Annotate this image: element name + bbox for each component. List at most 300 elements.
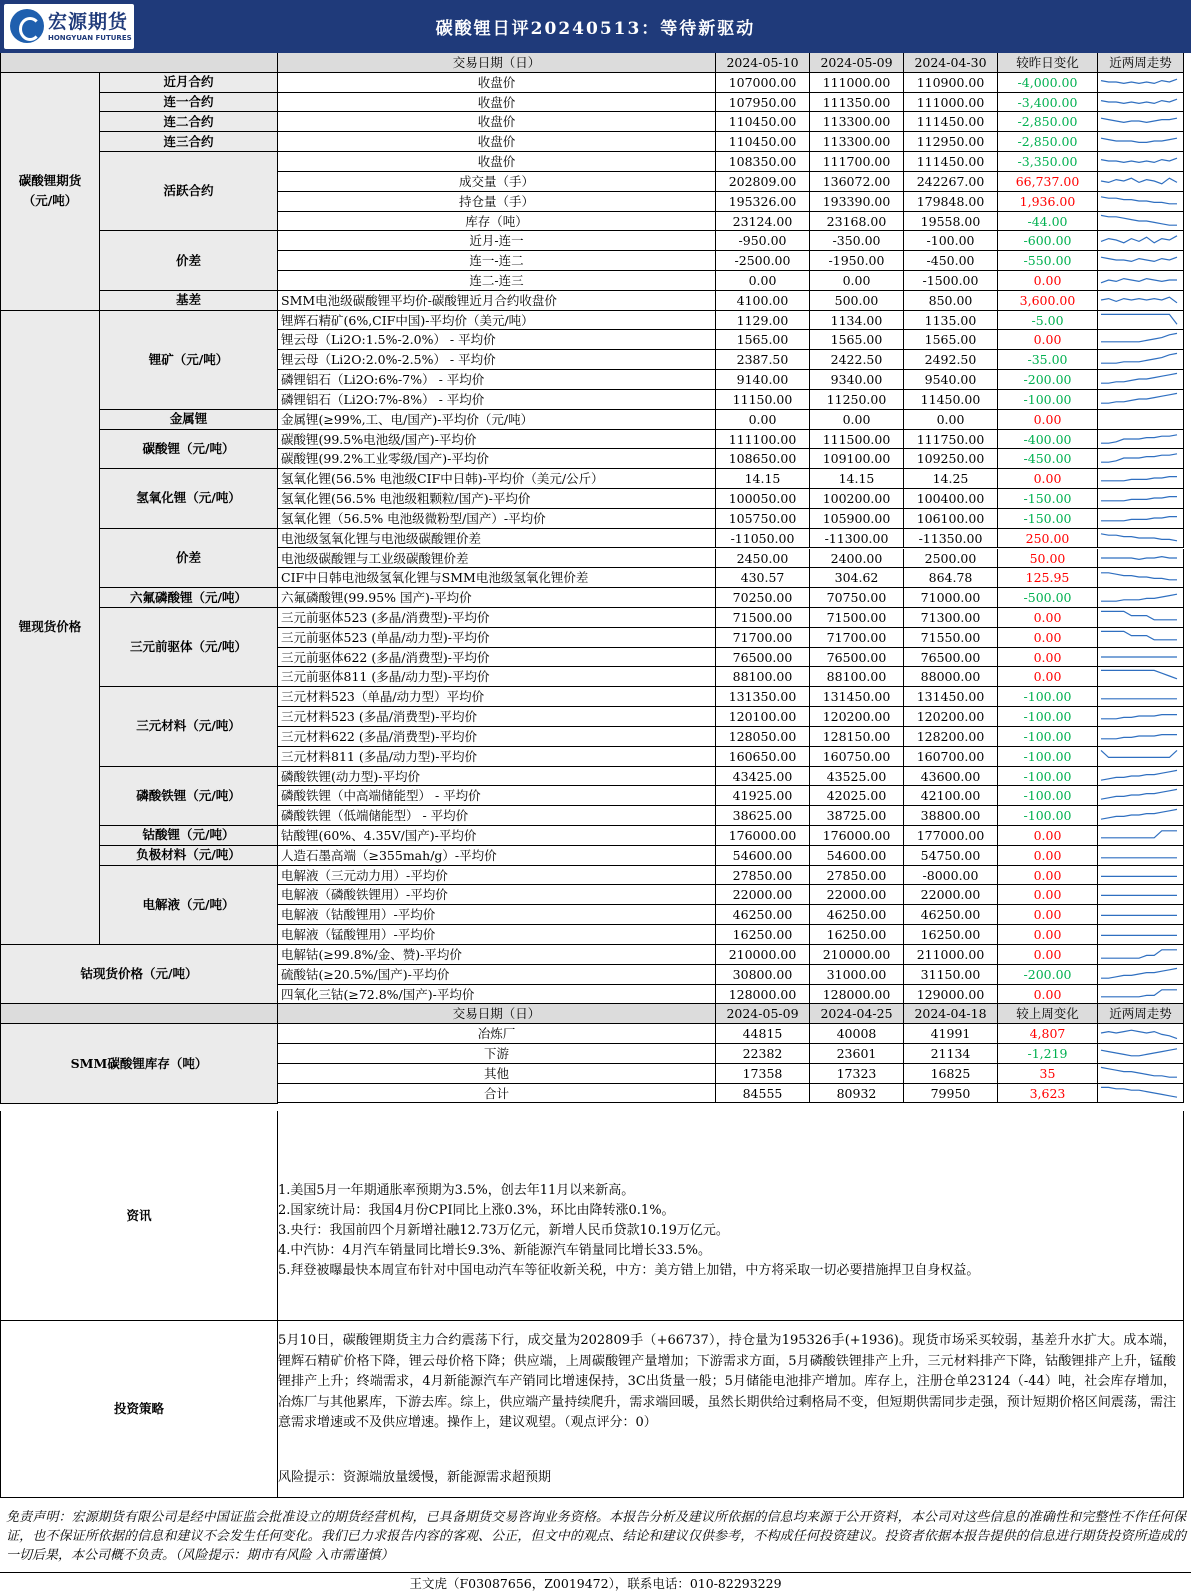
subgroup-label: 近月合约: [100, 73, 278, 93]
table-row-value-1: 4100.00: [716, 291, 810, 311]
subgroup-label: 价差: [100, 529, 278, 588]
table-row-value-2: 105900.00: [810, 509, 904, 529]
table-row-item: 三元前驱体523 (多晶/消费型)-平均价: [278, 608, 716, 628]
table-row-value-1: 38625.00: [716, 806, 810, 826]
table-row-change: -100.00: [998, 747, 1098, 767]
table-row-value-2: 128150.00: [810, 727, 904, 747]
table-row-item: 锂云母（Li2O:1.5%-2.0%） - 平均价: [278, 330, 716, 350]
trend-line: [1101, 989, 1177, 996]
table-row-value-1: 195326.00: [716, 192, 810, 212]
group-label: 锂现货价格: [0, 311, 100, 945]
table-row-trend: [1098, 271, 1184, 291]
table-row-value-3: 42100.00: [904, 786, 998, 806]
table-row-trend: [1098, 648, 1184, 668]
subgroup-label: 连二合约: [100, 112, 278, 132]
table-row-trend: [1098, 628, 1184, 648]
trend-line: [1101, 178, 1177, 184]
trend-sparkline: [1099, 807, 1179, 823]
table-row-value-2: 71500.00: [810, 608, 904, 628]
table-row-trend: [1098, 509, 1184, 529]
table-row-value-3: -100.00: [904, 231, 998, 251]
table-row-value-2: -1950.00: [810, 251, 904, 271]
table-row-item: 电解液（三元动力用）-平均价: [278, 866, 716, 886]
table-row-value-1: 88100.00: [716, 667, 810, 687]
table-row-value-2: 54600.00: [810, 846, 904, 866]
inventory-label: SMM碳酸锂库存（吨）: [0, 1024, 278, 1104]
trend-sparkline: [1099, 193, 1179, 209]
table-row-value-3: 16250.00: [904, 925, 998, 945]
table-row-value-1: 84555: [716, 1084, 810, 1104]
table-row-trend: [1098, 1024, 1184, 1044]
news-item: 4.中汽协：4月汽车销量同比增长9.3%、新能源汽车销量同比增长33.5%。: [278, 1243, 711, 1258]
trend-sparkline: [1099, 649, 1179, 665]
table-row-change: -3,350.00: [998, 152, 1098, 172]
table-row-value-3: 111750.00: [904, 430, 998, 450]
table-row-value-1: 14.15: [716, 469, 810, 489]
table-row-item: 磷酸铁锂（中高端储能型） - 平均价: [278, 786, 716, 806]
header-date-label: 交易日期（日）: [278, 1004, 716, 1024]
trend-sparkline: [1099, 867, 1179, 883]
table-row-trend: [1098, 350, 1184, 370]
table-row-change: 0.00: [998, 885, 1098, 905]
table-row-item: 连二-连三: [278, 271, 716, 291]
trend-sparkline: [1099, 1085, 1179, 1101]
table-row-change: 1,936.00: [998, 192, 1098, 212]
table-row-item: 电解液（钴酸锂用）-平均价: [278, 905, 716, 925]
trend-line: [1101, 810, 1177, 820]
trend-sparkline: [1099, 74, 1179, 90]
table-row-trend: [1098, 687, 1184, 707]
trend-line: [1101, 257, 1177, 261]
report-title: 碳酸锂日评20240513：等待新驱动: [435, 19, 756, 39]
table-row-change: -100.00: [998, 727, 1098, 747]
table-row-trend: [1098, 905, 1184, 925]
trend-sparkline: [1099, 708, 1179, 724]
table-row-trend: [1098, 568, 1184, 588]
table-row-trend: [1098, 727, 1184, 747]
table-row-value-2: 128000.00: [810, 985, 904, 1005]
report-header: [0, 0, 1191, 53]
table-row-item: 电解钴(≥99.8%/金、赞)-平均价: [278, 945, 716, 965]
subgroup-label: 锂矿（元/吨）: [100, 311, 278, 410]
trend-sparkline: [1099, 569, 1179, 585]
table-row-value-2: 176000.00: [810, 826, 904, 846]
table-row-trend: [1098, 390, 1184, 410]
trend-sparkline: [1099, 550, 1179, 566]
table-row-change: -100.00: [998, 707, 1098, 727]
table-row-value-2: 80932: [810, 1084, 904, 1104]
trend-sparkline: [1099, 312, 1179, 328]
table-row-value-2: 16250.00: [810, 925, 904, 945]
table-row-value-2: 2422.50: [810, 350, 904, 370]
table-row-value-3: 88000.00: [904, 667, 998, 687]
table-row-trend: [1098, 885, 1184, 905]
trend-sparkline: [1099, 668, 1179, 684]
table-row-change: -200.00: [998, 965, 1098, 985]
table-row-change: 0.00: [998, 826, 1098, 846]
news-item: 3.央行：我国前四个月新增社融12.73万亿元，新增人民币贷款10.19万亿元。: [278, 1223, 729, 1238]
header-date-label: 交易日期（日）: [278, 53, 716, 73]
table-row-value-2: 40008: [810, 1024, 904, 1044]
table-row-value-1: -2500.00: [716, 251, 810, 271]
table-row-value-3: 111000.00: [904, 93, 998, 113]
table-row-value-3: 111450.00: [904, 112, 998, 132]
table-row-item: 碳酸锂(99.5%电池级/国产)-平均价: [278, 430, 716, 450]
subgroup-label: 基差: [100, 291, 278, 311]
table-row-item: 其他: [278, 1064, 716, 1084]
risk-note: 风险提示：资源端放量缓慢，新能源需求超预期: [278, 1470, 552, 1485]
table-row-value-2: 27850.00: [810, 866, 904, 886]
table-row-value-2: 160750.00: [810, 747, 904, 767]
table-row-item: 锂辉石精矿(6%,CIF中国)-平均价（美元/吨）: [278, 311, 716, 331]
table-row-change: 0.00: [998, 330, 1098, 350]
table-row-change: -5.00: [998, 311, 1098, 331]
table-row-item: 电解液（锰酸锂用）-平均价: [278, 925, 716, 945]
table-row-value-1: 71500.00: [716, 608, 810, 628]
trend-sparkline: [1099, 847, 1179, 863]
table-row-trend: [1098, 449, 1184, 469]
table-row-change: -44.00: [998, 212, 1098, 232]
table-row-value-1: 17358: [716, 1064, 810, 1084]
table-row-item: CIF中日韩电池级氢氧化锂与SMM电池级氢氧化锂价差: [278, 568, 716, 588]
trend-line: [1101, 516, 1177, 520]
table-row-value-2: 14.15: [810, 469, 904, 489]
table-row-item: 四氧化三钴(≥72.8%/国产)-平均价: [278, 985, 716, 1005]
table-row-value-3: 850.00: [904, 291, 998, 311]
table-row-value-1: 22000.00: [716, 885, 810, 905]
table-row-change: 0.00: [998, 410, 1098, 430]
table-row-value-2: 23601: [810, 1044, 904, 1064]
table-row-change: -2,850.00: [998, 112, 1098, 132]
trend-line: [1101, 215, 1177, 225]
table-row-value-3: 21134: [904, 1044, 998, 1064]
table-row-value-1: 202809.00: [716, 172, 810, 192]
table-row-value-3: 54750.00: [904, 846, 998, 866]
trend-line: [1101, 734, 1177, 738]
table-row-value-1: 1565.00: [716, 330, 810, 350]
trend-sparkline: [1099, 728, 1179, 744]
table-row-value-1: 70250.00: [716, 588, 810, 608]
table-row-item: 库存（吨）: [278, 212, 716, 232]
analyst-contact: 王文虎（F03087656，Z0019472），联系电话：010-82293229: [409, 1576, 782, 1591]
table-row-change: -100.00: [998, 390, 1098, 410]
trend-line: [1101, 354, 1177, 364]
news-item: 2.国家统计局：我国4月份CPI同比上涨0.3%，环比由降转涨0.1%。: [278, 1203, 675, 1218]
table-row-item: 电池级碳酸锂与工业级碳酸锂价差: [278, 549, 716, 569]
table-row-change: -1,219: [998, 1044, 1098, 1064]
table-row-item: 硫酸钴(≥20.5%/国产)-平均价: [278, 965, 716, 985]
table-row-value-3: 120200.00: [904, 707, 998, 727]
table-row-change: 0.00: [998, 271, 1098, 291]
table-row-item: 三元前驱体622 (多晶/消费型)-平均价: [278, 648, 716, 668]
table-row-value-1: 76500.00: [716, 648, 810, 668]
table-row-value-2: -11300.00: [810, 529, 904, 549]
table-row-value-3: 31150.00: [904, 965, 998, 985]
table-row-value-1: 2387.50: [716, 350, 810, 370]
table-row-trend: [1098, 469, 1184, 489]
trend-line: [1101, 374, 1177, 384]
table-row-value-2: 100200.00: [810, 489, 904, 509]
table-row-value-1: 23124.00: [716, 212, 810, 232]
table-row-value-2: 0.00: [810, 410, 904, 430]
trend-line: [1101, 631, 1177, 639]
trend-line: [1101, 715, 1177, 719]
trend-sparkline: [1099, 986, 1179, 1002]
table-row-value-1: 16250.00: [716, 925, 810, 945]
table-row-value-1: 105750.00: [716, 509, 810, 529]
header-date-3: 2024-04-30: [904, 53, 998, 73]
header-date-2: 2024-04-25: [810, 1004, 904, 1024]
table-row-value-3: 1565.00: [904, 330, 998, 350]
table-row-value-2: 0.00: [810, 271, 904, 291]
table-row-value-1: 0.00: [716, 271, 810, 291]
table-row-value-3: 71300.00: [904, 608, 998, 628]
strategy-text: 5月10日，碳酸锂期货主力合约震荡下行，成交量为202809手（+66737），持仓量为195326手(+1936)。现货市场采买较弱，基差升水扩大。成本端，锂辉石精矿价格下降，锂云母价格下降；供应端，上周碳酸锂产量增加；下游需求方面，5月磷酸铁锂排产上升，三元材料排产下降，钴酸锂排产上升，锰酸锂排产上升；终端需求，4月新能源汽车产销同比增速保持，3C出货量一般；5月储能电池排产增加。库存上，注册仓单23124（-44）吨，社会库存增加，冶炼厂与其他累库，下游去库。综上，供应端产量持续爬升，需求端回暖，虽然长期供给过剩格局不变，但短期供需同步走强，预计短期价格区间震荡，需注意需求增速或不及供应增速。操作上，建议观望。（观点评分：0）: [278, 1333, 1176, 1430]
subgroup-label: 六氟磷酸锂（元/吨）: [100, 588, 278, 608]
table-row-value-3: 128200.00: [904, 727, 998, 747]
trend-sparkline: [1099, 589, 1179, 605]
trend-sparkline: [1099, 173, 1179, 189]
trend-line: [1101, 1087, 1177, 1097]
table-row-value-2: 111000.00: [810, 73, 904, 93]
table-row-value-2: 46250.00: [810, 905, 904, 925]
table-row-trend: [1098, 152, 1184, 172]
table-row-value-2: 136072.00: [810, 172, 904, 192]
table-row-change: 3,623: [998, 1084, 1098, 1104]
table-row-trend: [1098, 608, 1184, 628]
table-row-change: -100.00: [998, 767, 1098, 787]
trend-sparkline: [1099, 1045, 1179, 1061]
trend-sparkline: [1099, 213, 1179, 229]
table-row-change: 0.00: [998, 905, 1098, 925]
table-row-item: 磷锂铝石（Li2O:7%-8%） - 平均价: [278, 390, 716, 410]
table-row-item: 近月-连一: [278, 231, 716, 251]
table-row-value-2: 17323: [810, 1064, 904, 1084]
trend-sparkline: [1099, 886, 1179, 902]
table-row-value-2: 500.00: [810, 291, 904, 311]
table-row-trend: [1098, 846, 1184, 866]
table-row-change: 66,737.00: [998, 172, 1098, 192]
table-row-change: 0.00: [998, 648, 1098, 668]
trend-sparkline: [1099, 1065, 1179, 1081]
table-row-value-1: 22382: [716, 1044, 810, 1064]
table-row-change: 0.00: [998, 608, 1098, 628]
trend-line: [1101, 279, 1177, 283]
table-row-trend: [1098, 132, 1184, 152]
table-row-value-3: 14.25: [904, 469, 998, 489]
table-row-trend: [1098, 172, 1184, 192]
table-row-trend: [1098, 588, 1184, 608]
table-row-value-1: 120100.00: [716, 707, 810, 727]
table-row-value-3: 22000.00: [904, 885, 998, 905]
trend-sparkline: [1099, 431, 1179, 447]
trend-line: [1101, 434, 1177, 442]
table-row-change: -550.00: [998, 251, 1098, 271]
trend-sparkline: [1099, 292, 1179, 308]
table-row-item: 三元材料622 (多晶/消费型)-平均价: [278, 727, 716, 747]
trend-line: [1101, 314, 1177, 324]
trend-line: [1101, 79, 1177, 83]
table-row-change: -500.00: [998, 588, 1098, 608]
table-row-value-3: 864.78: [904, 568, 998, 588]
trend-sparkline: [1099, 391, 1179, 407]
table-row-value-2: 111350.00: [810, 93, 904, 113]
table-row-change: -600.00: [998, 231, 1098, 251]
table-row-value-2: 23168.00: [810, 212, 904, 232]
table-row-change: -35.00: [998, 350, 1098, 370]
table-row-trend: [1098, 529, 1184, 549]
table-row-value-3: 2500.00: [904, 549, 998, 569]
table-row-value-3: 76500.00: [904, 648, 998, 668]
trend-line: [1101, 297, 1177, 303]
table-row-trend: [1098, 1064, 1184, 1084]
table-row-value-1: 2450.00: [716, 549, 810, 569]
table-row-trend: [1098, 945, 1184, 965]
table-row-value-1: 46250.00: [716, 905, 810, 925]
table-row-change: 0.00: [998, 628, 1098, 648]
table-row-item: 收盘价: [278, 132, 716, 152]
trend-line: [1101, 393, 1177, 403]
group-label: 钴现货价格（元/吨）: [0, 945, 278, 1004]
table-row-value-3: 242267.00: [904, 172, 998, 192]
logo-text-en: HONGYUAN FUTURES: [48, 34, 132, 42]
trend-line: [1101, 750, 1177, 757]
header-date-3: 2024-04-18: [904, 1004, 998, 1024]
group-label: 碳酸锂期货 （元/吨）: [0, 73, 100, 311]
trend-sparkline: [1099, 490, 1179, 506]
table-row-value-2: 9340.00: [810, 370, 904, 390]
table-row-item: 锂云母（Li2O:2.0%-2.5%） - 平均价: [278, 350, 716, 370]
header-trend: 近两周走势: [1098, 53, 1184, 73]
trend-line: [1101, 968, 1177, 978]
trend-sparkline: [1099, 113, 1179, 129]
table-row-change: -2,850.00: [998, 132, 1098, 152]
table-row-trend: [1098, 212, 1184, 232]
table-row-item: 钴酸锂(60%、4.35V/国产)-平均价: [278, 826, 716, 846]
trend-sparkline: [1099, 827, 1179, 843]
table-row-value-2: 42025.00: [810, 786, 904, 806]
table-row-item: 三元前驱体811 (多晶/动力型)-平均价: [278, 667, 716, 687]
subgroup-label: 价差: [100, 231, 278, 290]
table-row-change: 35: [998, 1064, 1098, 1084]
news-label: 资讯: [0, 1111, 278, 1321]
table-row-trend: [1098, 370, 1184, 390]
table-row-change: -100.00: [998, 806, 1098, 826]
table-row-value-1: 27850.00: [716, 866, 810, 886]
table-row-value-1: 160650.00: [716, 747, 810, 767]
disclaimer: 免责声明：宏源期货有限公司是经中国证监会批准设立的期货经营机构，已具备期货交易咨询业务资格。本报告分析及建议所依据的信息均来源于公开资料，本公司对这些信息的准确性和完整性不作任何保证，也不保证所依据的信息和建议不会发生任何变化。我们已力求报告内容的客观、公正，但文中的观点、结论和建议仅供参考，不构成任何投资建议。投资者依据本报告提供的信息进行期货投资所造成的一切后果，本公司概不负责。（风险提示：期市有风险 入市需谨慎）: [6, 1510, 1186, 1563]
table-row-value-2: 22000.00: [810, 885, 904, 905]
trend-line: [1101, 556, 1177, 559]
header-blank: [0, 53, 278, 73]
logo-text-cn: 宏源期货: [48, 11, 129, 33]
table-row-trend: [1098, 866, 1184, 886]
table-row-trend: [1098, 806, 1184, 826]
table-row-value-1: 44815: [716, 1024, 810, 1044]
table-row-change: 0.00: [998, 866, 1098, 886]
table-row-trend: [1098, 747, 1184, 767]
trend-sparkline: [1099, 331, 1179, 347]
table-row-trend: [1098, 1084, 1184, 1104]
table-row-value-3: 131450.00: [904, 687, 998, 707]
table-row-value-1: 108350.00: [716, 152, 810, 172]
table-row-change: 4,807: [998, 1024, 1098, 1044]
header-change: 较上周变化: [998, 1004, 1098, 1024]
table-row-trend: [1098, 667, 1184, 687]
header-change: 较昨日变化: [998, 53, 1098, 73]
table-row-trend: [1098, 549, 1184, 569]
subgroup-label: 钴酸锂（元/吨）: [100, 826, 278, 846]
trend-line: [1101, 477, 1177, 481]
table-row-change: 0.00: [998, 667, 1098, 687]
trend-sparkline: [1099, 609, 1179, 625]
table-row-value-2: 111500.00: [810, 430, 904, 450]
table-row-value-1: 131350.00: [716, 687, 810, 707]
table-row-value-1: 11150.00: [716, 390, 810, 410]
table-row-value-2: 88100.00: [810, 667, 904, 687]
table-row-change: 125.95: [998, 568, 1098, 588]
trend-line: [1101, 138, 1177, 142]
table-row-change: 0.00: [998, 846, 1098, 866]
subgroup-label: 三元材料（元/吨）: [100, 687, 278, 766]
table-row-value-2: 31000.00: [810, 965, 904, 985]
table-row-trend: [1098, 93, 1184, 113]
table-row-trend: [1098, 73, 1184, 93]
table-row-value-1: 1129.00: [716, 311, 810, 331]
trend-line: [1101, 1067, 1177, 1077]
trend-sparkline: [1099, 906, 1179, 922]
table-row-value-3: 112950.00: [904, 132, 998, 152]
table-row-value-2: -350.00: [810, 231, 904, 251]
trend-sparkline: [1099, 272, 1179, 288]
table-row-item: 氢氧化锂(56.5% 电池级粗颗粒/国产)-平均价: [278, 489, 716, 509]
table-row-value-2: 304.62: [810, 568, 904, 588]
table-row-change: 250.00: [998, 529, 1098, 549]
table-row-value-3: 109250.00: [904, 449, 998, 469]
table-row-value-1: 107950.00: [716, 93, 810, 113]
table-row-value-3: 71550.00: [904, 628, 998, 648]
table-row-item: 三元材料523 (多晶/消费型)-平均价: [278, 707, 716, 727]
trend-line: [1101, 831, 1177, 838]
table-row-value-2: 70750.00: [810, 588, 904, 608]
table-row-item: 人造石墨高端（≥355mah/g）-平均价: [278, 846, 716, 866]
table-row-trend: [1098, 786, 1184, 806]
table-row-value-2: 1134.00: [810, 311, 904, 331]
table-row-change: -200.00: [998, 370, 1098, 390]
table-row-item: 磷酸铁锂(动力型)-平均价: [278, 767, 716, 787]
table-row-value-1: 54600.00: [716, 846, 810, 866]
table-row-value-1: -11050.00: [716, 529, 810, 549]
trend-line: [1101, 671, 1177, 679]
table-row-value-2: 131450.00: [810, 687, 904, 707]
trend-sparkline: [1099, 94, 1179, 110]
table-row-change: 0.00: [998, 945, 1098, 965]
table-row-trend: [1098, 489, 1184, 509]
table-row-change: -100.00: [998, 786, 1098, 806]
table-row-trend: [1098, 410, 1184, 430]
table-row-value-1: 100050.00: [716, 489, 810, 509]
table-row-trend: [1098, 767, 1184, 787]
trend-line: [1101, 950, 1177, 958]
table-row-item: 三元材料523（单晶/动力型）平均价: [278, 687, 716, 707]
trend-sparkline: [1099, 787, 1179, 803]
trend-sparkline: [1099, 688, 1179, 704]
table-row-item: 六氟磷酸锂(99.95% 国产)-平均价: [278, 588, 716, 608]
table-row-trend: [1098, 925, 1184, 945]
trend-sparkline: [1099, 133, 1179, 149]
table-row-trend: [1098, 1044, 1184, 1064]
table-row-value-1: 430.57: [716, 568, 810, 588]
